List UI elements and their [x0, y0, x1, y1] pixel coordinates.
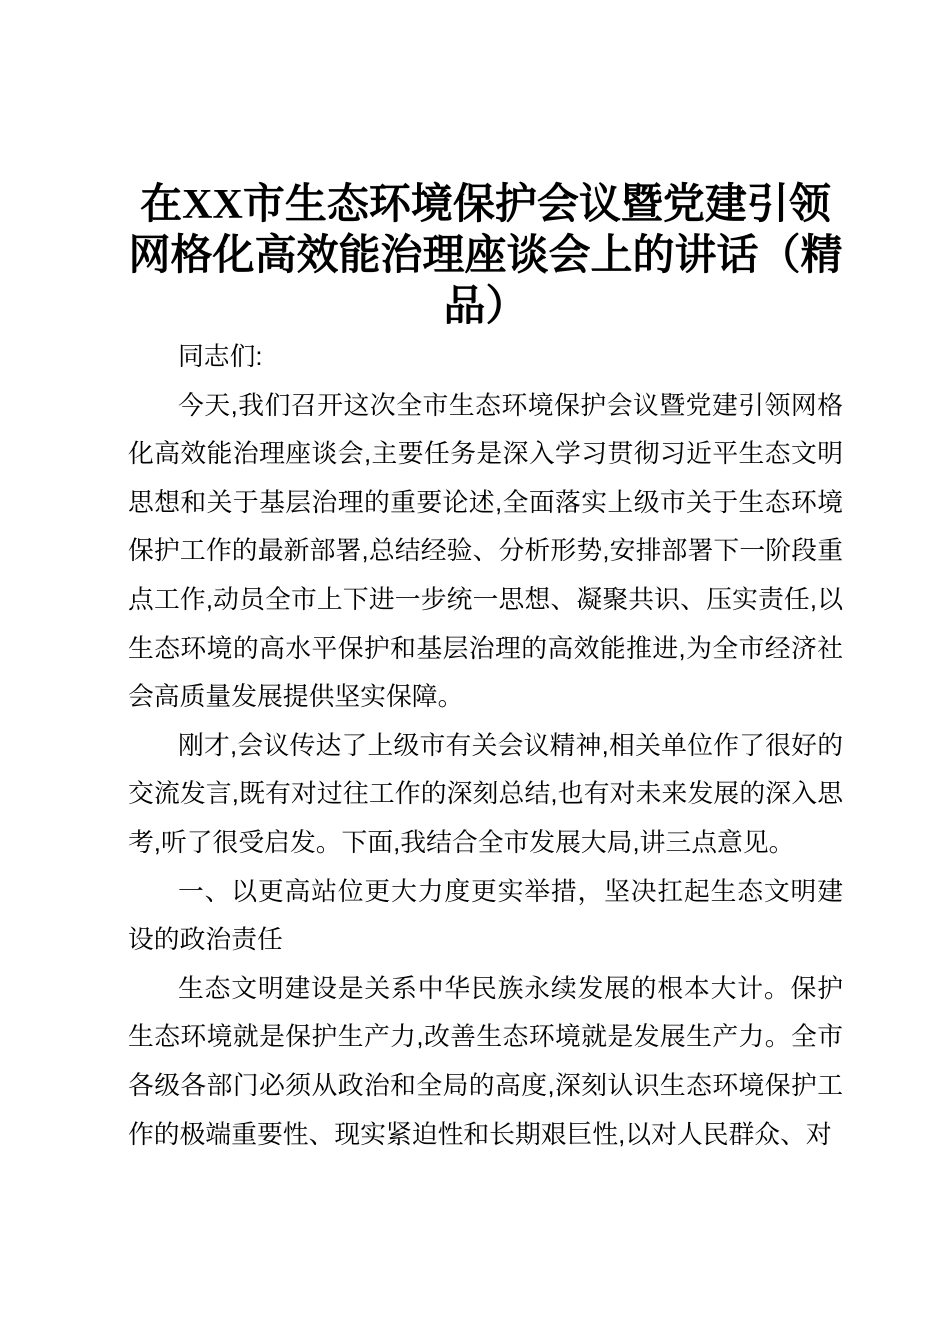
paragraph-section-body: 生态文明建设是关系中华民族永续发展的根本大计。保护生态环境就是保护生产力,改善生态环境就是发展生产力。全市各级各部门必须从政治和全局的高度,深刻认识生态环境保护工作的极端重要性、现实紧迫性和长期艰巨性,以对人民群众、对	[128, 974, 843, 1149]
paragraph-opening: 今天,我们召开这次全市生态环境保护会议暨党建引领网格化高效能治理座谈会,主要任务是深入学习贯彻习近平生态文明思想和关于基层治理的重要论述,全面落实上级市关于生态环境保护工作的最新部署,总结经验、分析形势,安排部署下一阶段重点工作,动员全市上下进一步统一思想、凝聚共识、压实责任,以生态环境的高水平保护和基层治理的高效能推进,为全市经济社会高质量发展提供坚实保障。	[128, 391, 843, 712]
title-line-1: 在XX市生态环境保护会议暨党建引领	[140, 182, 831, 228]
document-title	[128, 180, 843, 333]
salutation: 同志们:	[178, 343, 263, 371]
document-body	[128, 333, 843, 1159]
section-heading-1: 一、以更高站位更大力度更实举措，坚决扛起生态文明建设的政治责任	[128, 877, 843, 955]
title-line-2: 网格化高效能治理座谈会上的讲话（精	[128, 233, 843, 279]
title-line-3: 品）	[443, 284, 528, 330]
paragraph-remarks: 刚才,会议传达了上级市有关会议精神,相关单位作了很好的交流发言,既有对过往工作的深刻总结,也有对未来发展的深入思考,听了很受启发。下面,我结合全市发展大局,讲三点意见。	[128, 731, 843, 857]
